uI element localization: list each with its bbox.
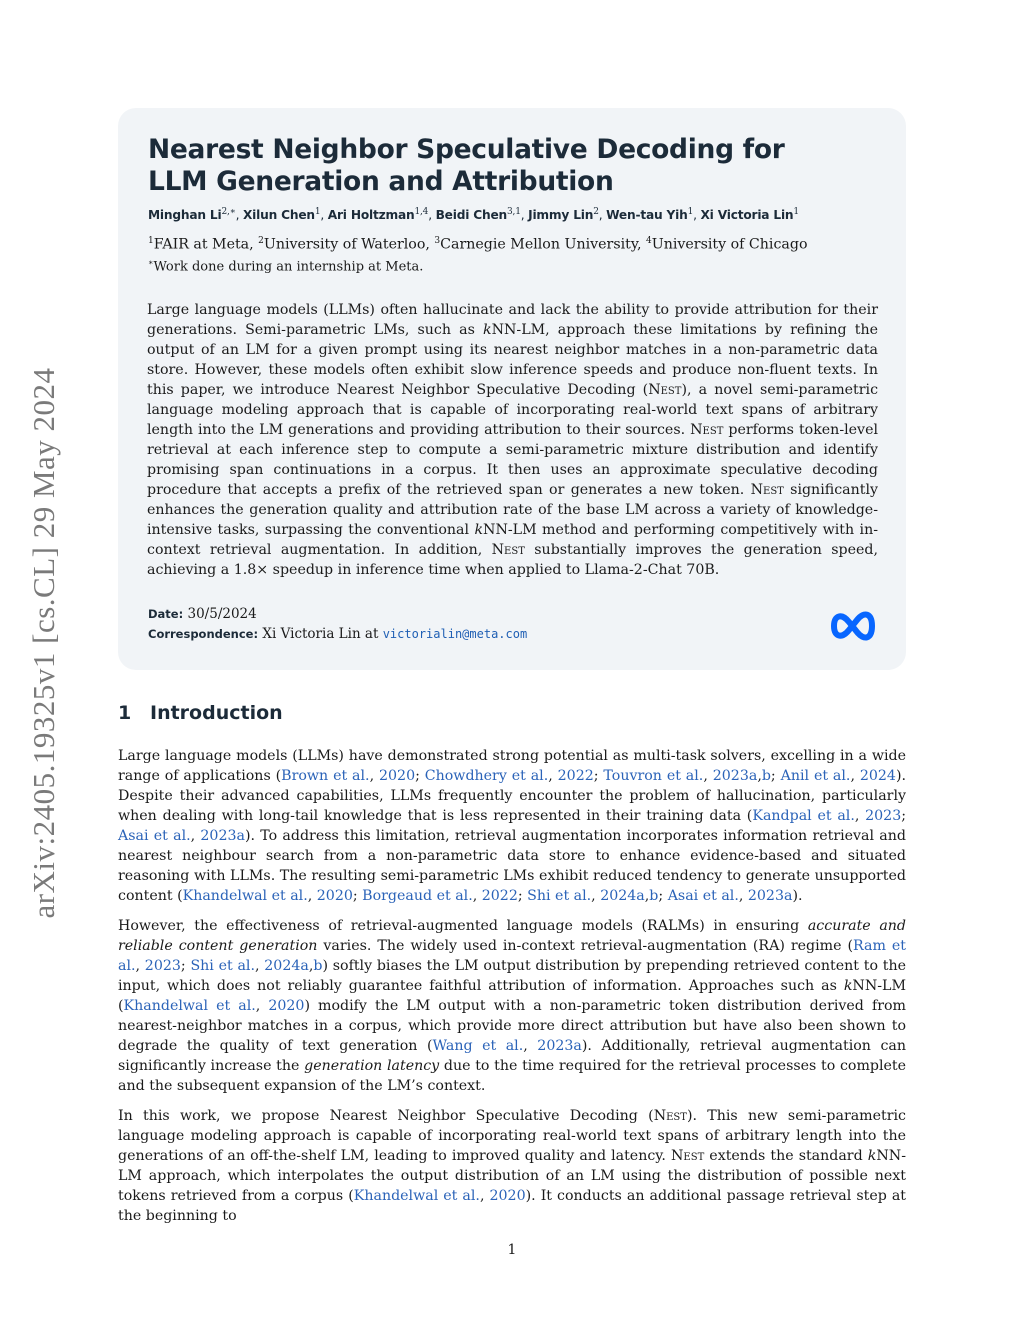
citation-link[interactable]: b: [649, 888, 659, 904]
citation-link[interactable]: Borgeaud et al.: [362, 888, 473, 904]
title-line-1: Nearest Neighbor Speculative Decoding for: [148, 134, 785, 165]
citation-link[interactable]: Chowdhery et al.: [424, 768, 549, 784]
method-name: Nest: [648, 382, 682, 398]
citation-link[interactable]: Kandpal et al.: [752, 808, 855, 824]
abstract: Large language models (LLMs) often hallucinate and lack the ability to provide attribution for their generations. Semi-parametric LMs, such as kNN-LM, approach these limitations by refining the output of an LM for a given prompt using its nearest neighbor matches in a non-parametric data store. However, these models often exhibit slow inference speeds and produce non-fluent texts. In this paper, we introduce Nearest Neighbor Speculative Decoding (Nest), a novel semi-parametric language modeling approach that is capable of incorporating real-world text spans of arbitrary length into the LM generations and providing attribution to their sources. Nest performs token-level retrieval at each inference step to compute a semi-parametric mixture distribution and identify promising span continuations in a corpus. It then uses an approximate speculative decoding procedure that accepts a prefix of the retrieved span or generates a new token. Nest significantly enhances the generation quality and attribution rate of the base LM across a variety of knowledge-intensive tasks, surpassing the conventional kNN-LM method and performing competitively with in-context retrieval augmentation. In addition, Nest substantially improves the generation speed, achieving a 1.8× speedup in inference time when applied to Llama-2-Chat 70B.: [147, 302, 879, 578]
emphasis: k: [843, 978, 853, 994]
date-value: 30/5/2024: [187, 606, 257, 622]
title-line-2: LLM Generation and Attribution: [148, 166, 614, 197]
author-affiliation-mark: 1: [314, 207, 321, 217]
correspondence-email-link[interactable]: victorialin@meta.com: [382, 627, 528, 641]
correspondence-name: Xi Victoria Lin at: [262, 626, 379, 642]
citation-link[interactable]: Khandelwal et al.: [353, 1188, 480, 1204]
citation-link[interactable]: 2023: [144, 958, 181, 974]
emphasis: generation latency: [304, 1058, 440, 1074]
citation-link[interactable]: 2020: [316, 888, 353, 904]
author-affiliation-mark: 1: [793, 207, 799, 217]
citation-link[interactable]: Khandelwal et al.: [123, 998, 256, 1014]
page-number: 1: [507, 1242, 517, 1258]
affiliation: University of Chicago: [651, 236, 808, 253]
author: Xi Victoria Lin: [700, 208, 794, 223]
citation-link[interactable]: 2022: [481, 888, 518, 904]
citation-link[interactable]: 2024: [859, 768, 896, 784]
emphasis: k: [867, 1148, 877, 1164]
citation-link[interactable]: b: [761, 768, 771, 784]
author-affiliation-mark: 2,∗: [221, 207, 236, 217]
method-name: Nest: [491, 542, 525, 558]
citation-link[interactable]: 2023a: [747, 888, 793, 904]
author: Beidi Chen: [435, 208, 508, 223]
affiliation: FAIR at Meta: [153, 236, 250, 253]
author-affiliation-mark: 2: [593, 207, 599, 217]
section-heading: [118, 702, 283, 724]
method-name: Nest: [690, 422, 724, 438]
author-affiliation-mark: 1: [687, 207, 694, 217]
author: Wen-tau Yih: [606, 208, 688, 223]
arxiv-identifier: [18, 345, 70, 940]
author-affiliation-mark: 3,1: [507, 207, 521, 217]
method-name: Nest: [671, 1148, 705, 1164]
date-line: [148, 606, 257, 622]
citation-link[interactable]: Khandelwal et al.: [182, 888, 308, 904]
author-affiliation-mark: 1,4: [414, 207, 429, 217]
citation-link[interactable]: Touvron et al.: [603, 768, 704, 784]
citation-link[interactable]: Brown et al.: [281, 768, 370, 784]
method-name: Nest: [653, 1108, 687, 1124]
meta-logo-icon: [826, 608, 880, 644]
citation-link[interactable]: Asai et al.: [118, 828, 191, 844]
citation-link[interactable]: Wang et al.: [432, 1038, 524, 1054]
paper-title: [148, 134, 868, 198]
citation-link[interactable]: 2024a: [264, 958, 309, 974]
citation-link[interactable]: 2023: [865, 808, 902, 824]
citation-link[interactable]: 2023a: [712, 768, 758, 784]
citation-link[interactable]: Ram et al.: [118, 938, 907, 974]
date-label: Date:: [148, 607, 184, 621]
arxiv-identifier-text: arXiv:2405.19325v1 [cs.CL] 29 May 2024: [26, 366, 61, 919]
section-title-text: Introduction: [150, 702, 283, 724]
affiliation: University of Waterloo: [263, 236, 426, 253]
citation-link[interactable]: Asai et al.: [667, 888, 739, 904]
citation-link[interactable]: 2020: [378, 768, 416, 784]
citation-link[interactable]: Shi et al.: [190, 958, 255, 974]
citation-link[interactable]: 2020: [268, 998, 305, 1014]
author-note: ∗Work done during an internship at Meta.: [148, 258, 424, 275]
method-name: Nest: [750, 482, 784, 498]
author-list: Minghan $Li^{2,∗}$, Xilun Chen$^1$, Ari Holtzman$^{1,4}$, Beidi Chen$^{3,1}$, Jimmy Lin$^2$, Wen-tau Yih$^1$, Xi Victoria Lin$^1$: [148, 207, 799, 223]
citation-link[interactable]: 2023a: [537, 1038, 582, 1054]
correspondence-label: Correspondence:: [148, 627, 259, 641]
emphasis: accurate and reliable content generation: [118, 918, 906, 954]
intro-paragraph-3: In this work, we propose Nearest Neighbor Speculative Decoding (Nest). This new semi-parametric language modeling approach is capable of incorporating real-world text spans of arbitrary length into the generations of an off-the-shelf LM, leading to improved quality and latency. Nest extends the standard kNN-LM approach, which interpolates the output distribution of an LM using the distribution of possible next tokens retrieved from a corpus (Khandelwal et al., 2020). It conducts an additional passage retrieval step at the beginning to: [118, 1108, 906, 1224]
author: Jimmy Lin: [528, 208, 594, 223]
author: Minghan Li: [148, 208, 222, 223]
intro-paragraph-1: Large language models (LLMs) have demonstrated strong potential as multi-task solvers, excelling in a wide range of applications (Brown et al., 2020; Chowdhery et al., 2022; Touvron et al., 2023a,b; Anil et al., 2024). Despite their advanced capabilities, LLMs frequently encounter the problem of hallucination, particularly when dealing with long-tail knowledge that is less represented in their training data (Kandpal et al., 2023; Asai et al., 2023a). To address this limitation, retrieval augmentation incorporates information retrieval and nearest neighbour search from a non-parametric data store to enhance evidence-based and situated reasoning with LLMs. The resulting semi-parametric LMs exhibit reduced tendency to generate unsupported content (Khandelwal et al., 2020; Borgeaud et al., 2022; Shi et al., 2024a,b; Asai et al., 2023a).: [118, 748, 907, 904]
author: Xilun Chen: [242, 208, 315, 223]
citation-link[interactable]: 2024a: [600, 888, 645, 904]
correspondence-line: [148, 626, 527, 642]
citation-link[interactable]: Anil et al.: [780, 768, 851, 784]
citation-link[interactable]: Shi et al.: [527, 888, 592, 904]
affiliation: Carnegie Mellon University: [440, 236, 637, 253]
citation-link[interactable]: 2022: [557, 768, 594, 784]
citation-link[interactable]: 2020: [489, 1188, 526, 1204]
intro-paragraph-2: However, the effectiveness of retrieval-augmented language models (RALMs) in ensuring accurate and reliable content generation varies. The widely used in-context retrieval-augmentation (RA) regime (Ram et al., 2023; Shi et al., 2024a,b) softly biases the LM output distribution by prepending retrieved content to the input, which does not reliably guarantee faithful attribution of information. Approaches such as kNN-LM (Khandelwal et al., 2020) modify the LM output with a non-parametric token distribution derived from nearest-neighbor matches in a corpus, which provide more direct attribution but have also been shown to degrade the quality of text generation (Wang et al., 2023a). Additionally, retrieval augmentation can significantly increase the generation latency due to the time required for the retrieval processes to complete and the subsequent expansion of the LM’s context.: [118, 918, 907, 1094]
affiliations: $^1$FAIR at Meta, $^2$University of Waterloo, $^3$Carnegie Mellon University, $^4$University of Chicago: [148, 236, 808, 253]
citation-link[interactable]: 2023a: [200, 828, 245, 844]
section-number: 1: [118, 702, 132, 724]
citation-link[interactable]: b: [313, 958, 323, 974]
author: Ari Holtzman: [327, 208, 415, 223]
